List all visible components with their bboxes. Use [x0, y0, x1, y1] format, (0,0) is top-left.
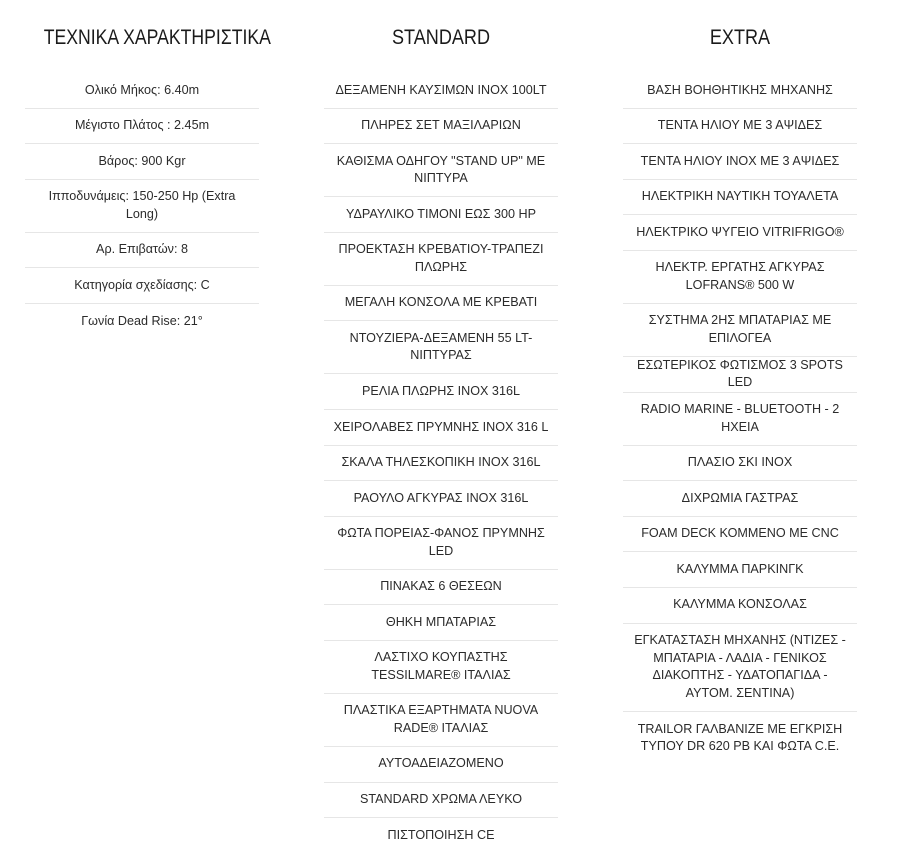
specs-column	[25, 0, 271, 340]
specs-list	[25, 73, 259, 340]
list-item: TRAILOR ΓΑΛΒΑΝΙΖΕ ΜΕ ΕΓΚΡΙΣΗ ΤΥΠΟΥ DR 620 PB ΚΑΙ ΦΩΤΑ C.E.	[637, 721, 843, 754]
list-item: ΠΡΟΕΚΤΑΣΗ ΚΡΕΒΑΤΙΟΥ-ΤΡΑΠΕΖΙ ΠΛΩΡΗΣ	[324, 233, 558, 286]
list-item: ΠΛΗΡΕΣ ΣΕΤ ΜΑΞΙΛΑΡΙΩΝ	[324, 109, 558, 145]
list-item: ΗΛΕΚΤΡ. ΕΡΓΑΤΗΣ ΑΓΚΥΡΑΣ LOFRANS® 500 W	[623, 251, 857, 304]
list-item: ΣΥΣΤΗΜΑ 2ΗΣ ΜΠΑΤΑΡΙΑΣ ΜΕ ΕΠΙΛΟΓΕΑ	[623, 304, 857, 357]
list-item: ΚΑΘΙΣΜΑ ΟΔΗΓΟΥ "STAND UP" ΜΕ ΝΙΠΤΥΡΑ	[324, 144, 558, 197]
list-item: ΠΙΣΤΟΠΟΙΗΣΗ CE	[387, 828, 495, 843]
list-item: ΕΓΚΑΤΑΣΤΑΣΗ ΜΗΧΑΝΗΣ (ΝΤΙΖΕΣ - ΜΠΑΤΑΡΙΑ - ΛΑΔΙΑ - ΓΕΝΙΚΟΣ ΔΙΑΚΟΠΤΗΣ - ΥΔΑΤΟΠΑΓΙΔΑ - ΑΥΤΟΜ. ΣΕΝΤΙΝΑ)	[623, 624, 857, 712]
list-item: ΔΙΧΡΩΜΙΑ ΓΑΣΤΡΑΣ	[623, 481, 857, 517]
list-item: ΝΤΟΥΖΙΕΡΑ-ΔΕΞΑΜΕΝΗ 55 LT- ΝΙΠΤΥΡΑΣ	[324, 321, 558, 374]
list-item: ΘΗΚΗ ΜΠΑΤΑΡΙΑΣ	[324, 605, 558, 641]
list-item: Βάρος: 900 Kgr	[25, 144, 259, 180]
list-item: ΚΑΛΥΜΜΑ ΚΟΝΣΟΛΑΣ	[623, 588, 857, 624]
list-item: ΚΑΛΥΜΜΑ ΠΑΡΚΙΝΓΚ	[623, 552, 857, 588]
extra-column-title: EXTRA	[709, 26, 771, 49]
list-item: ΡΑΟΥΛΟ ΑΓΚΥΡΑΣ INOX 316L	[324, 481, 558, 517]
standard-column-title: STANDARD	[391, 26, 490, 49]
list-item: Ιπποδυνάμεις: 150-250 Hp (Extra Long)	[25, 180, 259, 233]
list-item: ΦΩΤΑ ΠΟΡΕΙΑΣ-ΦΑΝΟΣ ΠΡΥΜΝΗΣ LED	[324, 517, 558, 570]
list-item: ΧΕΙΡΟΛΑΒΕΣ ΠΡΥΜΝΗΣ INOX 316 L	[324, 410, 558, 446]
list-item: ΠΛΑΣΤΙΚΑ ΕΞΑΡΤΗΜΑΤΑ NUOVA RADE® ΙΤΑΛΙΑΣ	[324, 694, 558, 747]
extra-list	[623, 73, 857, 765]
standard-column	[324, 0, 558, 854]
list-item: ΠΛΑΣΙΟ ΣΚΙ INOX	[623, 446, 857, 482]
standard-list	[324, 73, 558, 854]
list-item: ΒΑΣΗ ΒΟΗΘΗΤΙΚΗΣ ΜΗΧΑΝΗΣ	[623, 73, 857, 109]
list-item: ΗΛΕΚΤΡΙΚΗ ΝΑΥΤΙΚΗ ΤΟΥΑΛΕΤΑ	[623, 180, 857, 216]
list-item: Κατηγορία σχεδίασης: C	[25, 268, 259, 304]
list-item: ΤΕΝΤΑ ΗΛΙΟΥ INOX ΜΕ 3 ΑΨΙΔΕΣ	[623, 144, 857, 180]
list-item: ΛΑΣΤΙΧΟ ΚΟΥΠΑΣΤΗΣ TESSILMARE® ΙΤΑΛΙΑΣ	[324, 641, 558, 694]
extra-column	[623, 0, 857, 765]
list-item: Ολικό Μήκος: 6.40m	[25, 73, 259, 109]
list-item: ΔΕΞΑΜΕΝΗ ΚΑΥΣΙΜΩΝ INOX 100LT	[324, 73, 558, 109]
list-item: ΠΙΝΑΚΑΣ 6 ΘΕΣΕΩΝ	[324, 570, 558, 606]
list-item: ΣΚΑΛΑ ΤΗΛΕΣΚΟΠΙΚΗ INOX 316L	[324, 446, 558, 482]
list-item: ΑΥΤΟΑΔΕΙΑΖΟΜΕΝΟ	[324, 747, 558, 783]
specs-column-title: ΤΕΧΝΙΚΑ ΧΑΡΑΚΤΗΡΙΣΤΙΚΑ	[43, 26, 271, 49]
list-item: Μέγιστο Πλάτος : 2.45m	[25, 109, 259, 145]
list-item: STANDARD ΧΡΩΜΑ ΛΕΥΚΟ	[324, 783, 558, 819]
list-item: ΗΛΕΚΤΡΙΚΟ ΨΥΓΕΙΟ VITRIFRIGO®	[623, 215, 857, 251]
list-item: ΥΔΡΑΥΛΙΚΟ ΤΙΜΟΝΙ ΕΩΣ 300 HP	[324, 197, 558, 233]
list-item: ΤΕΝΤΑ ΗΛΙΟΥ ΜΕ 3 ΑΨΙΔΕΣ	[623, 109, 857, 145]
list-item: ΡΕΛΙΑ ΠΛΩΡΗΣ INOX 316L	[324, 374, 558, 410]
list-item: Αρ. Επιβατών: 8	[25, 233, 259, 269]
list-item: ΕΣΩΤΕΡΙΚΟΣ ΦΩΤΙΣΜΟΣ 3 SPOTS LED	[623, 357, 857, 393]
list-item: ΜΕΓΑΛΗ ΚΟΝΣΟΛΑ ΜΕ ΚΡΕΒΑΤΙ	[324, 286, 558, 322]
list-item: Γωνία Dead Rise: 21°	[81, 314, 203, 329]
list-item: FOAM DECK ΚΟΜΜΕΝΟ ΜΕ CNC	[623, 517, 857, 553]
list-item: RADIO MARINE - BLUETOOTH - 2 ΗΧΕΙΑ	[623, 393, 857, 446]
